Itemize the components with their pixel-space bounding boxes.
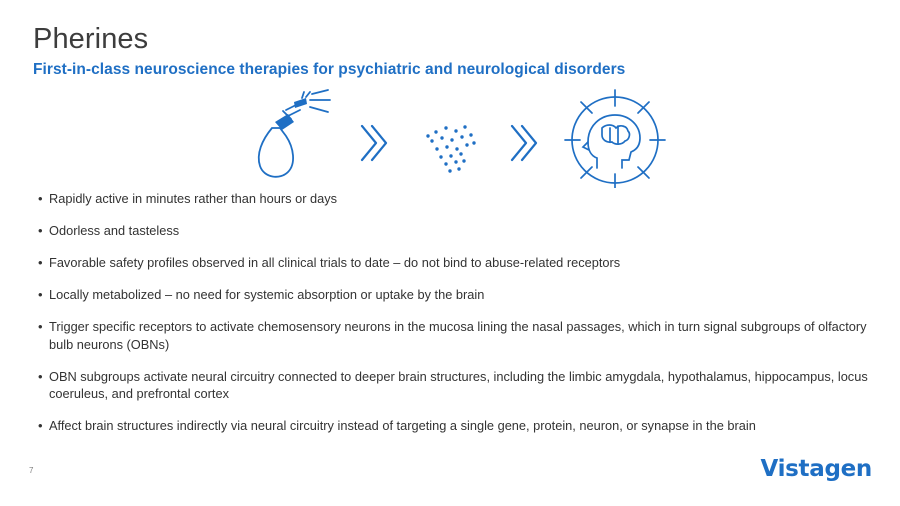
page-number: 7 (29, 466, 34, 475)
bullet-marker: • (38, 368, 43, 384)
list-item (38, 417, 868, 435)
bullet-marker: • (38, 287, 43, 302)
bullet-text: OBN subgroups activate neural circuitry connected to deeper brain structures, including the limbic amygdala, hypothalamus, hippocampus, locus coeruleus, and prefrontal cortex (49, 368, 868, 401)
bullet-text: Favorable safety profiles observed in all clinical trials to date – do not bind to abuse-related receptors (49, 255, 621, 270)
bullet-list (38, 190, 868, 449)
bullet-text: Odorless and tasteless (49, 223, 180, 238)
nasal-spray-icon (259, 90, 330, 177)
page-subtitle: First-in-class neuroscience therapies for psychiatric and neurological disorders (33, 61, 626, 78)
list-item (38, 190, 868, 208)
list-item (38, 222, 868, 240)
bullet-text: Locally metabolized – no need for systemic absorption or uptake by the brain (49, 287, 485, 302)
list-item (38, 368, 868, 403)
mechanism-graphic (250, 88, 670, 188)
bullet-marker: • (38, 319, 43, 334)
chevron-right-icon (512, 126, 536, 160)
chevron-right-icon (362, 126, 386, 160)
list-item (38, 286, 868, 304)
page-title: Pherines (33, 23, 149, 55)
bullet-text: Trigger specific receptors to activate chemosensory neurons in the mucosa lining the nasal passages, which in turn signal subgroups of olfactory bulb neurons (OBNs) (49, 319, 867, 352)
company-logo: Vistagen (760, 456, 872, 482)
bullet-marker: • (38, 255, 43, 270)
bullet-text: Rapidly active in minutes rather than hours or days (49, 191, 338, 206)
list-item (38, 254, 868, 272)
bullet-marker: • (38, 418, 43, 433)
list-item (38, 318, 868, 353)
particle-cloud-icon (426, 125, 475, 172)
bullet-text: Affect brain structures indirectly via neural circuitry instead of targeting a single gene, protein, neuron, or synapse in the brain (49, 418, 756, 433)
brain-head-target-icon (565, 90, 665, 188)
bullet-marker: • (38, 223, 43, 238)
bullet-marker: • (38, 191, 43, 206)
